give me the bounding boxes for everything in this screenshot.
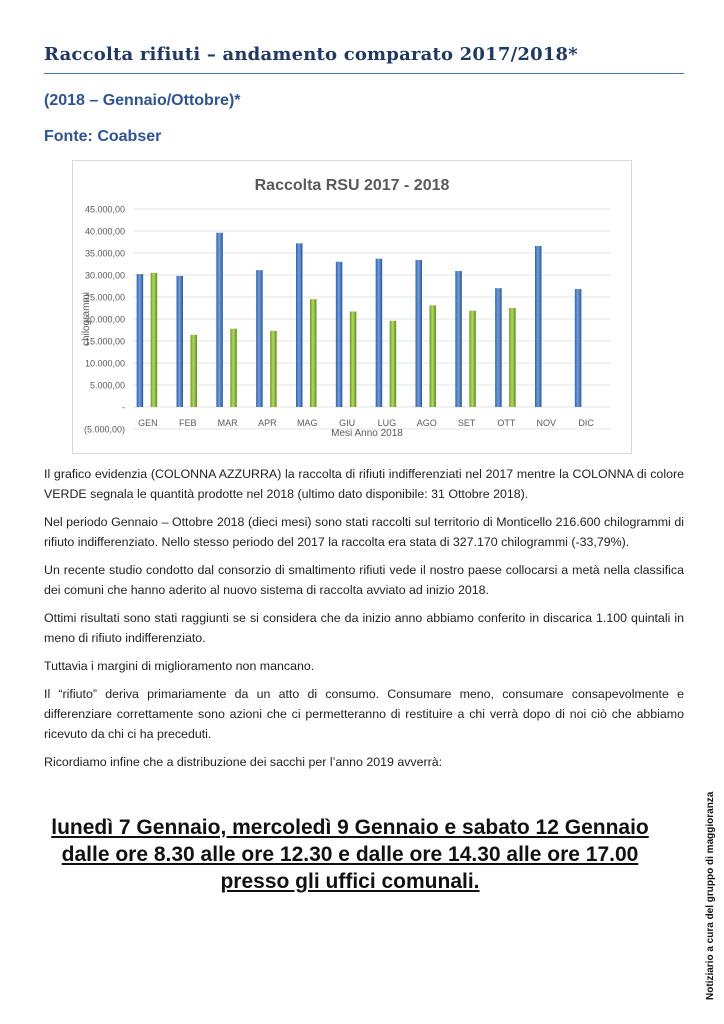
bar-2017 xyxy=(535,246,542,407)
chart-title: Raccolta RSU 2017 - 2018 xyxy=(254,177,450,194)
article-body xyxy=(44,464,684,780)
bar-2017 xyxy=(495,288,502,407)
y-tick-label: 5.000,00 xyxy=(89,380,125,391)
x-tick-label: DIC xyxy=(578,418,594,428)
period-subtitle: (2018 – Gennaio/Ottobre)* xyxy=(44,92,241,109)
x-tick-label: APR xyxy=(258,418,277,428)
announcement-dates: lunedì 7 Gennaio, mercoledì 9 Gennaio e sabato 12 Gennaio xyxy=(51,816,649,839)
bar-2018 xyxy=(310,299,317,407)
chart-x-axis-label: Mesi Anno 2018 xyxy=(331,428,403,439)
y-tick-label: 45.000,00 xyxy=(84,204,125,215)
bar-2017 xyxy=(376,259,383,407)
chart-x-ticks xyxy=(138,418,594,428)
y-tick-label: 40.000,00 xyxy=(84,226,125,237)
bar-2017 xyxy=(575,289,582,407)
bar-2018 xyxy=(191,335,198,407)
bar-2018 xyxy=(390,321,397,407)
paragraph-consumption: Il “rifiuto” deriva primariamente da un atto di consumo. Consumare meno, consumare consapevolmente e differenziare correttamente sono azioni che ci permetteranno di restituire a chi verrà dopo di noi ciò che abbiamo ricevuto da chi ci ha preceduti. xyxy=(44,687,684,741)
y-tick-label: 15.000,00 xyxy=(84,336,125,347)
page-title: Raccolta rifiuti – andamento comparato 2017/2018* xyxy=(44,44,578,65)
title-divider xyxy=(44,73,684,74)
bar-2017 xyxy=(416,260,423,407)
paragraph-totals: Nel periodo Gennaio – Ottobre 2018 (dieci mesi) sono stati raccolti sul territorio di Monticello 216.600 chilogrammi di rifiuto indifferenziato. Nello stesso periodo del 2017 la raccolta era stata di 327.170 chilogrammi (-33,79%). xyxy=(44,515,684,549)
y-tick-label: 10.000,00 xyxy=(84,358,125,369)
bar-2018 xyxy=(430,305,437,407)
bar-2017 xyxy=(336,262,343,407)
rsu-chart-canvas xyxy=(73,161,631,453)
paragraph-distribution-intro: Ricordiamo infine che a distribuzione dei sacchi per l’anno 2019 avverrà: xyxy=(44,755,443,769)
announcement-place: presso gli uffici comunali. xyxy=(220,870,480,893)
y-tick-label: 25.000,00 xyxy=(84,292,125,303)
bar-2017 xyxy=(216,233,223,407)
bar-2017 xyxy=(177,276,184,407)
y-tick-label: 35.000,00 xyxy=(84,248,125,259)
x-tick-label: LUG xyxy=(377,418,397,428)
distribution-announcement xyxy=(30,814,670,895)
x-tick-label: MAG xyxy=(296,418,318,428)
bar-2017 xyxy=(137,274,144,407)
sidebar-credit: Notiziario a cura del gruppo di maggioranza xyxy=(705,791,716,1000)
x-tick-label: GEN xyxy=(138,418,158,428)
data-source: Fonte: Coabser xyxy=(44,128,162,145)
bar-2018 xyxy=(270,331,277,407)
chart-y-axis-label: chilogrammi xyxy=(81,292,92,346)
x-tick-label: GIU xyxy=(339,418,356,428)
paragraph-results: Ottimi risultati sono stati raggiunti se si considera che da inizio anno abbiamo conferito in discarica 1.100 quintali in meno di rifiuto indifferenziato. xyxy=(44,611,684,645)
announcement-hours: dalle ore 8.30 alle ore 12.30 e dalle ore 14.30 alle ore 17.00 xyxy=(61,843,639,866)
x-tick-label: FEB xyxy=(178,418,197,428)
y-tick-label: - xyxy=(122,402,125,413)
paragraph-ranking: Un recente studio condotto dal consorzio di smaltimento rifiuti vede il nostro paese collocarsi a metà nella classifica dei comuni che hanno aderito al nuovo sistema di raccolta avviato ad inizio 2018. xyxy=(44,563,684,597)
x-tick-label: SET xyxy=(457,418,476,428)
rsu-chart xyxy=(72,160,632,454)
y-tick-label: 20.000,00 xyxy=(84,314,125,325)
bar-2018 xyxy=(151,273,158,407)
bar-2017 xyxy=(256,270,263,407)
y-tick-label: 30.000,00 xyxy=(84,270,125,281)
bar-2018 xyxy=(350,312,357,407)
y-tick-label: (5.000,00) xyxy=(83,424,125,435)
chart-bars xyxy=(137,233,582,407)
x-tick-label: MAR xyxy=(217,418,238,428)
x-tick-label: OTT xyxy=(497,418,516,428)
x-tick-label: NOV xyxy=(536,418,557,428)
bar-2018 xyxy=(230,329,237,407)
bar-2018 xyxy=(469,311,476,407)
bar-2017 xyxy=(455,271,462,407)
paragraph-chart-explanation: Il grafico evidenzia (COLONNA AZZURRA) la raccolta di rifiuti indifferenziati nel 2017 mentre la COLONNA di colore VERDE segnala le quantità prodotte nel 2018 (ultimo dato disponibile: 31 Ottobre 2018). xyxy=(44,467,684,501)
paragraph-margins: Tuttavia i margini di miglioramento non mancano. xyxy=(44,659,315,673)
bar-2018 xyxy=(509,308,515,407)
bar-2017 xyxy=(296,243,303,407)
x-tick-label: AGO xyxy=(416,418,437,428)
